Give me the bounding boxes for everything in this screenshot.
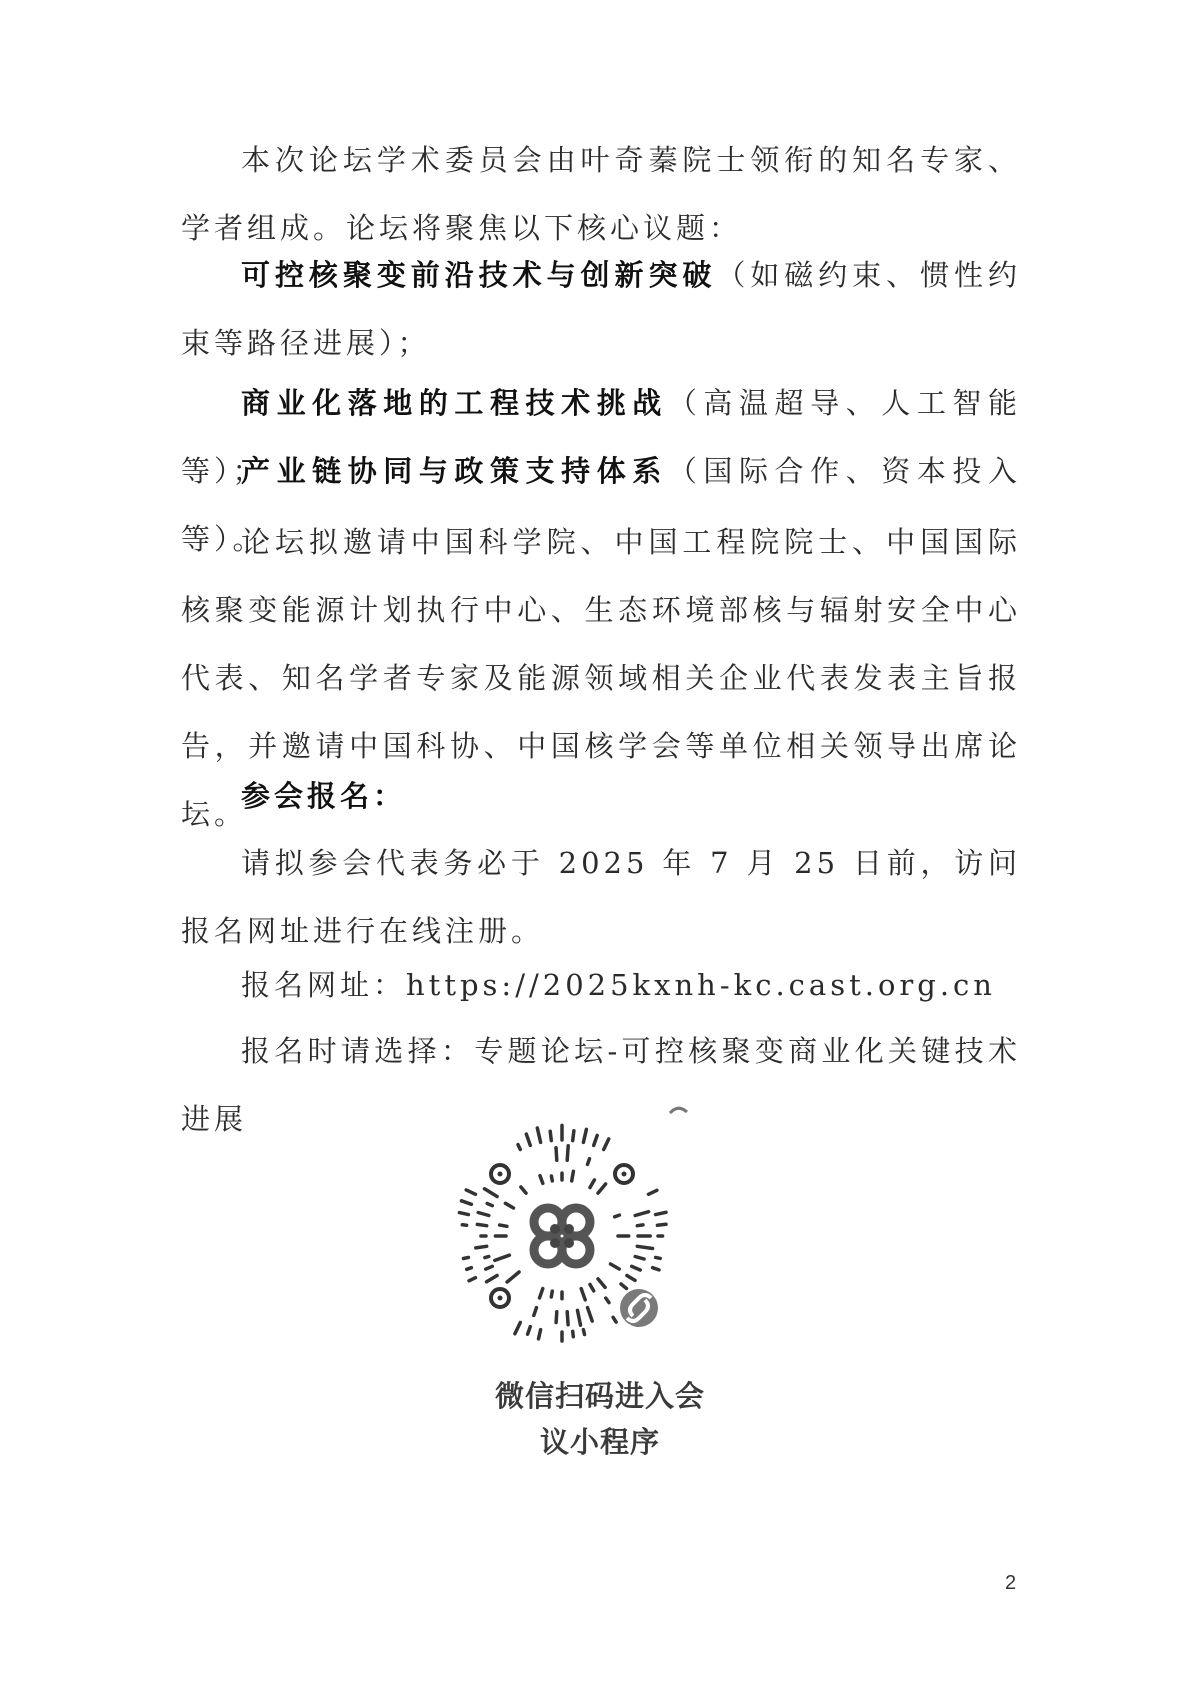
- code-ray: [573, 1331, 574, 1336]
- registration-select: 报名时请选择：专题论坛-可控核聚变商业化关键技术进展: [181, 1034, 1021, 1136]
- code-ray: [621, 1284, 627, 1289]
- code-ray: [583, 1129, 586, 1142]
- code-ray: [464, 1257, 469, 1258]
- code-ray: [649, 1190, 657, 1194]
- code-ray: [588, 1308, 593, 1322]
- qr-caption-line-2: 议小程序: [539, 1425, 660, 1459]
- registration-url[interactable]: 报名网址：https://2025kxnh-kc.cast.org.cn: [241, 968, 996, 1002]
- code-ray: [505, 1203, 513, 1208]
- code-ray: [598, 1279, 605, 1288]
- topic-detail: （如磁约束、惯性约束等路径进展）；: [181, 258, 1021, 360]
- code-ray: [537, 1128, 540, 1143]
- code-ray: [637, 1246, 652, 1248]
- code-ray: [573, 1131, 574, 1141]
- code-ray: [615, 1215, 620, 1217]
- code-ray: [656, 1212, 666, 1214]
- code-ray: [534, 1308, 537, 1316]
- code-ray: [611, 1264, 620, 1269]
- code-ray: [632, 1266, 641, 1270]
- code-ray: [583, 1330, 584, 1335]
- code-ray: [656, 1257, 661, 1258]
- code-ray: [462, 1201, 472, 1205]
- code-ray: [495, 1255, 510, 1260]
- qr-caption-line-1: 微信扫码进入会: [494, 1379, 705, 1413]
- registration-deadline: 请拟参会代表务必于 2025 年 7 月 25 日前，访问报名网址进行在线注册。: [181, 846, 1021, 948]
- mini-program-code-graphic: [436, 1110, 688, 1362]
- wechat-mini-program-code[interactable]: [436, 1110, 688, 1362]
- code-ray: [477, 1224, 486, 1225]
- code-ray: [627, 1276, 635, 1281]
- code-ray: [653, 1268, 659, 1270]
- code-ray: [590, 1285, 594, 1291]
- code-ray: [556, 1312, 557, 1323]
- topic-item-1: [181, 241, 1021, 377]
- code-ray: [657, 1224, 666, 1225]
- intro-paragraph: 本次论坛学术委员会由叶奇蓁院士领衔的知名专家、学者组成。论坛将聚焦以下核心议题：: [181, 143, 1021, 245]
- topic-title: 可控核聚变前沿技术与创新突破: [241, 258, 717, 292]
- code-ray: [466, 1190, 475, 1194]
- code-ray: [500, 1225, 507, 1226]
- code-ray: [540, 1176, 543, 1184]
- code-ray: [515, 1323, 520, 1334]
- code-ray: [551, 1176, 552, 1181]
- topic-detail: （国际合作、资本投入等）。: [181, 454, 1021, 556]
- page-number: 2: [1005, 1572, 1017, 1594]
- code-ray: [556, 1148, 557, 1160]
- code-ray: [478, 1213, 489, 1216]
- code-ray: [635, 1212, 648, 1216]
- code-ray: [521, 1187, 526, 1193]
- code-ray: [551, 1291, 552, 1297]
- code-ray: [594, 1135, 598, 1145]
- center-logo: [520, 1194, 604, 1278]
- code-ray: [550, 1131, 551, 1140]
- code-ray: [486, 1266, 493, 1269]
- code-ray: [528, 1327, 531, 1335]
- topic-title: 产业链协同与政策支持体系: [241, 454, 668, 488]
- code-ray: [518, 1145, 520, 1150]
- code-ray: [590, 1180, 594, 1188]
- code-ray: [539, 1330, 541, 1339]
- code-ray: [578, 1310, 581, 1325]
- code-ray: [637, 1225, 643, 1226]
- code-ray: [567, 1312, 568, 1325]
- code-ray: [567, 1146, 568, 1160]
- code-ray: [598, 1184, 606, 1193]
- code-ray: [469, 1278, 476, 1281]
- registration-heading: 参会报名：: [241, 779, 407, 813]
- code-ray: [487, 1276, 498, 1282]
- code-ray: [604, 1139, 609, 1150]
- code-ray: [572, 1171, 574, 1181]
- code-ray: [462, 1225, 466, 1226]
- topic-title: 商业化落地的工程技术挑战: [241, 386, 668, 420]
- code-ray: [485, 1189, 498, 1197]
- code-ray: [613, 1317, 616, 1322]
- code-ray: [526, 1134, 530, 1145]
- code-ray: [507, 1272, 519, 1282]
- code-ray: [487, 1204, 492, 1206]
- code-ray: [581, 1289, 585, 1300]
- code-ray: [467, 1268, 472, 1270]
- code-ray: [606, 1298, 609, 1303]
- code-ray: [635, 1257, 644, 1260]
- topic-detail: （高温超导、人工智能等）；: [181, 386, 1021, 488]
- code-ray: [588, 1159, 590, 1165]
- code-ray: [459, 1213, 468, 1215]
- code-ray: [476, 1246, 487, 1248]
- code-ray: [540, 1289, 543, 1298]
- code-ray: [485, 1257, 489, 1258]
- mini-program-badge: [620, 1289, 658, 1327]
- invitation-paragraph: 论坛拟邀请中国科学院、中国工程院院士、中国国际核聚变能源计划执行中心、生态环境部核与辐射安全中心代表、知名学者专家及能源领域相关企业代表发表主旨报告，并邀请中国科协、中国核学会等单位相关领导出席论坛。: [181, 525, 1021, 831]
